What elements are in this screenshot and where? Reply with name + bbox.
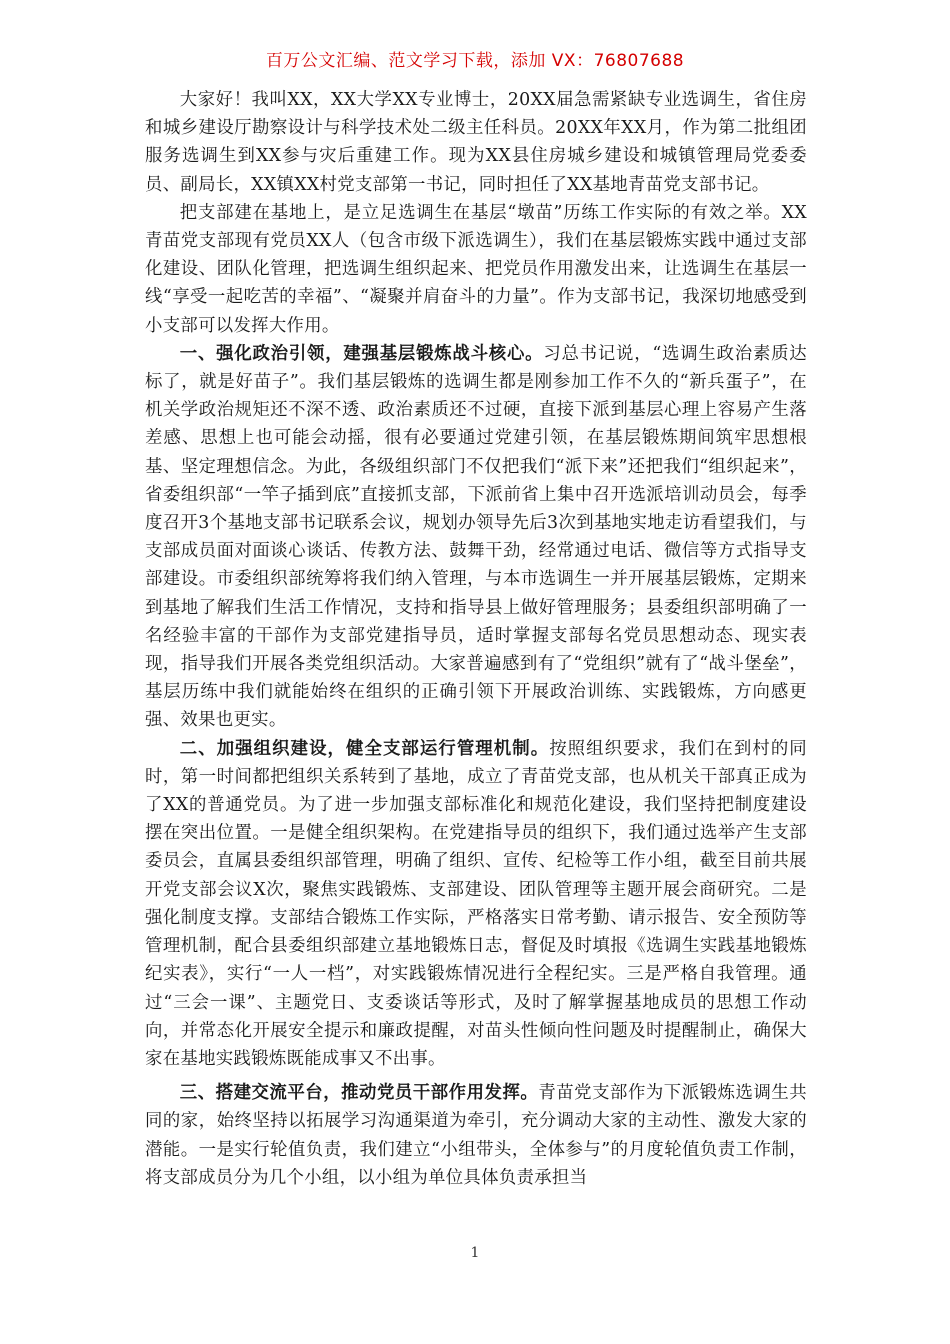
paragraph-text: 按照组织要求，我们在到村的同时，第一时间都把组织关系转到了基地，成立了青苗党支部，也从机关干部真正成为了XX的普通党员。为了进一步加强支部标准化和规范化建设，我们坚持把制度建设摆在突出位置。一是健全组织架构。在党建指导员的组织下，我们通过选举产生支部委员会，直属县委组织部管理，明确了组织、宣传、纪检等工作小组，截至目前共展开党支部会议X次，聚焦实践锻炼、支部建设、团队管理等主题开展会商研究。二是强化制度支撑。支部结合锻炼工作实际，严格落实日常考勤、请示报告、安全预防等管理机制，配合县委组织部建立基地锻炼日志，督促及时填报《选调生实践基地锻炼纪实表》，实行“一人一档”，对实践锻炼情况进行全程纪实。三是严格自我管理。通过“三会一课”、主题党日、支委谈话等形式，及时了解掌握基地成员的思想工作动向，并常态化开展安全提示和廉政提醒，对苗头性倾向性问题及时提醒制止，确保大家在基地实践锻炼既能成事又不出事。 [145, 738, 807, 1069]
paragraph-section-2 [145, 735, 807, 1073]
paragraph-section-3 [145, 1079, 807, 1192]
paragraph-section-1 [145, 340, 807, 735]
header-banner: 百万公文汇编、范文学习下载，添加 VX：76807688 [265, 51, 685, 71]
section-heading: 二、加强组织建设，健全支部运行管理机制。 [179, 738, 550, 759]
document-body [145, 86, 807, 1192]
section-heading: 一、强化政治引领，建强基层锻炼战斗核心。 [179, 343, 544, 364]
page-number: 1 [470, 1245, 480, 1261]
paragraph-text: 大家好！我叫XX，XX大学XX专业博士，20XX届急需紧缺专业选调生，省住房和城乡建设厅勘察设计与科学技术处二级主任科员。20XX年XX月，作为第二批组团服务选调生到XX参与灾后重建工作。现为XX县住房城乡建设和城镇管理局党委委员、副局长，XX镇XX村党支部第一书记，同时担任了XX基地青苗党支部书记。 [145, 90, 807, 195]
paragraph-intro [145, 86, 807, 199]
section-heading: 三、搭建交流平台，推动党员干部作用发挥。 [179, 1083, 539, 1104]
paragraph-branch-overview [145, 199, 807, 340]
paragraph-text: 把支部建在基地上，是立足选调生在基层“墩苗”历练工作实际的有效之举。XX青苗党支部现有党员XX人（包含市级下派选调生），我们在基层锻炼实践中通过支部化建设、团队化管理，把选调生组织起来、把党员作用激发出来，让选调生在基层一线“享受一起吃苦的幸福”、“凝聚并肩奋斗的力量”。作为支部书记，我深切地感受到小支部可以发挥大作用。 [145, 202, 807, 336]
paragraph-text: 青苗党支部作为下派锻炼选调生共同的家，始终坚持以拓展学习沟通渠道为牵引，充分调动大家的主动性、激发大家的潜能。一是实行轮值负责，我们建立“小组带头，全体参与”的月度轮值负责工作制，将支部成员分为几个小组，以小组为单位具体负责承担当 [145, 1083, 807, 1188]
paragraph-text: 习总书记说，“选调生政治素质达标了，就是好苗子”。我们基层锻炼的选调生都是刚参加工作不久的“新兵蛋子”，在机关学政治规矩还不深不透、政治素质还不过硬，直接下派到基层心理上容易产生落差感、思想上也可能会动摇，很有必要通过党建引领，在基层锻炼期间筑牢思想根基、坚定理想信念。为此，各级组织部门不仅把我们“派下来”还把我们“组织起来”，省委组织部“一竿子插到底”直接抓支部，下派前省上集中召开选派培训动员会，每季度召开3个基地支部书记联系会议，规划办领导先后3次到基地实地走访看望我们，与支部成员面对面谈心谈话、传教方法、鼓舞干劲，经常通过电话、微信等方式指导支部建设。市委组织部统筹将我们纳入管理，与本市选调生一并开展基层锻炼，定期来到基地了解我们生活工作情况，支持和指导县上做好管理服务；县委组织部明确了一名经验丰富的干部作为支部党建指导员，适时掌握支部每名党员思想动态、现实表现，指导我们开展各类党组织活动。大家普遍感到有了“党组织”就有了“战斗堡垒”，基层历练中我们就能始终在组织的正确引领下开展政治训练、实践锻炼，方向感更强、效果也更实。 [145, 343, 807, 731]
